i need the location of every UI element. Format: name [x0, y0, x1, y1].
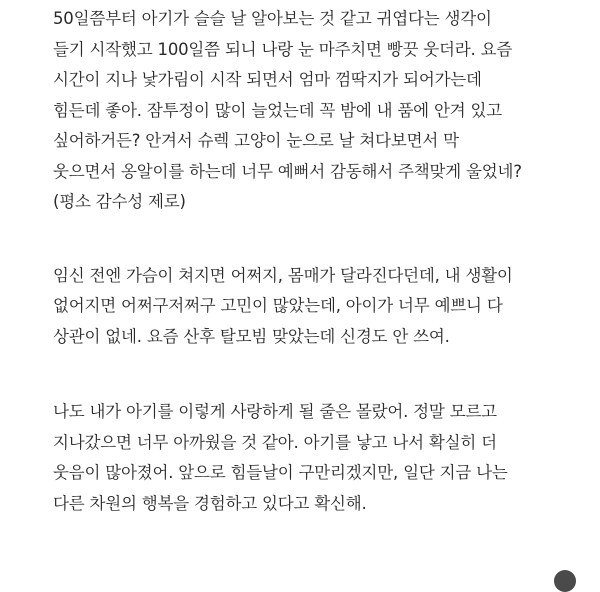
text-line: 상관이 없네. 요즘 산후 탈모빔 맞았는데 신경도 안 쓰여. [53, 326, 450, 346]
scroll-button[interactable] [554, 570, 576, 592]
paragraph [53, 261, 593, 353]
text-line: 임신 전엔 가슴이 쳐지면 어쩌지, 몸매가 달라진다던데, 내 생활이 [53, 265, 513, 285]
text-line: 지나갔으면 너무 아까웠을 것 같아. 아기를 낳고 나서 확실히 더 [53, 432, 497, 452]
text-line: 웃음이 많아졌어. 앞으로 힘들날이 구만리겠지만, 일단 지금 나는 [53, 463, 508, 482]
paragraph [53, 4, 593, 218]
text-line: 다른 차원의 행복을 경험하고 있다고 확신해. [53, 493, 367, 513]
text-line: 들기 시작했고 100일쯤 되니 나랑 눈 마주치면 빵끗 웃더라. 요즘 [53, 39, 513, 59]
text-line: (평소 감수성 제로) [53, 192, 186, 211]
text-line: 나도 내가 아기를 이렇게 사랑하게 될 줄은 몰랐어. 정말 모르고 [53, 402, 497, 421]
text-line: 웃으면서 옹알이를 하는데 너무 예뻐서 감동해서 주책맞게 울었네? [53, 161, 522, 181]
text-line: 50일쯤부터 아기가 슬슬 날 알아보는 것 같고 귀엽다는 생각이 [53, 9, 492, 28]
text-line: 싶어하거든? 안겨서 슈렉 고양이 눈으로 날 쳐다보면서 막 [53, 131, 459, 150]
paragraph [53, 397, 593, 519]
text-line: 없어지면 어쩌구저쩌구 고민이 많았는데, 아이가 너무 예쁘니 다 [53, 296, 503, 315]
text-line: 힘든데 좋아. 잠투정이 많이 늘었는데 꼭 밤에 내 품에 안겨 있고 [53, 100, 502, 120]
text-line: 시간이 지나 낯가림이 시작 되면서 엄마 껌딱지가 되어가는데 [53, 70, 482, 89]
post-body [53, 4, 593, 519]
